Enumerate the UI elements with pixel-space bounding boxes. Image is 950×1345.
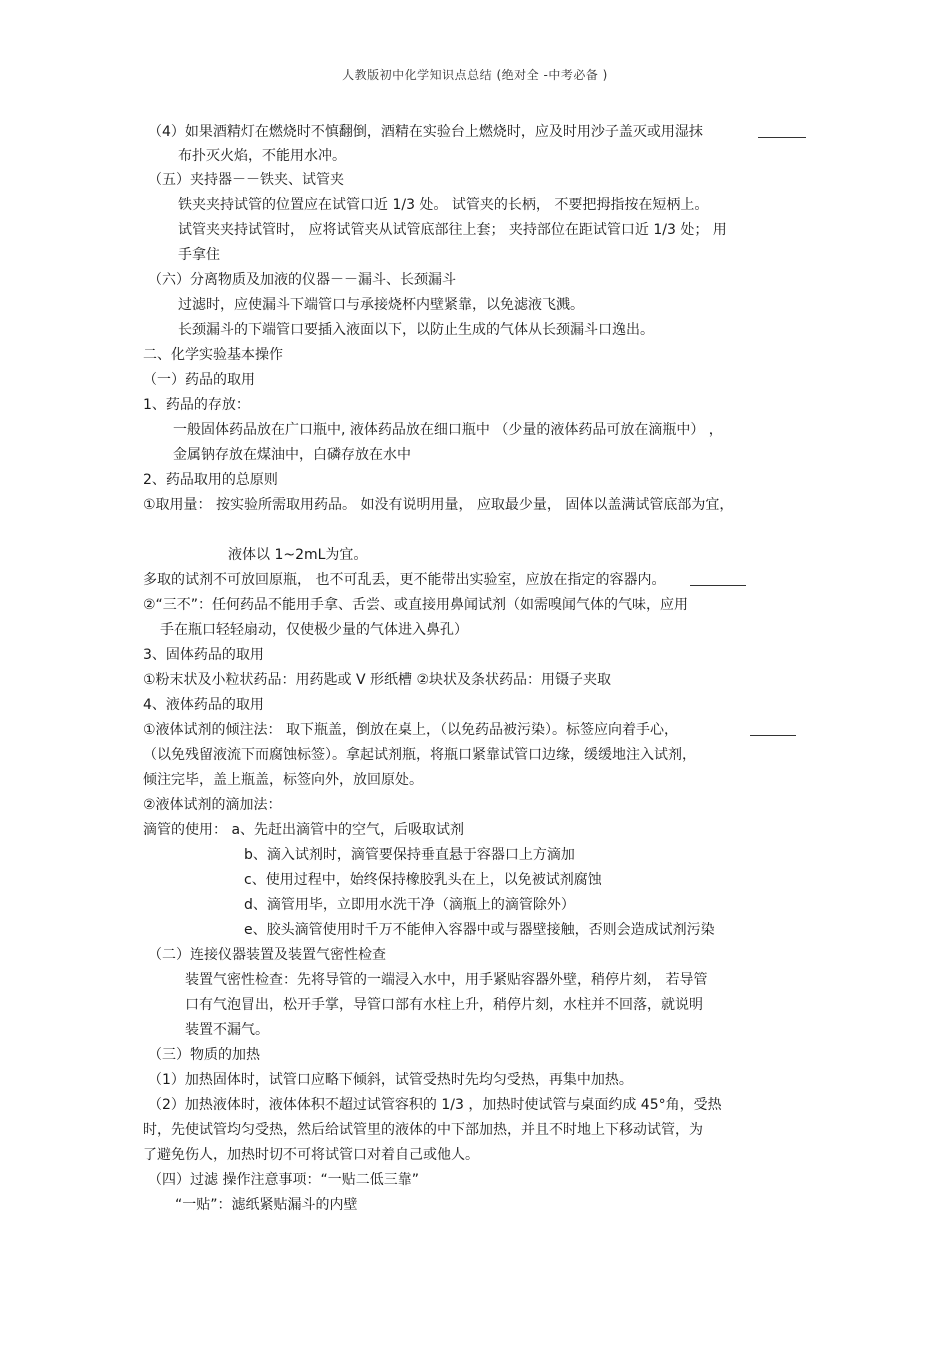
page-header: 人教版初中化学知识点总结 (绝对全 -中考必备 ): [342, 68, 608, 82]
section-heading: （四）过滤 操作注意事项：“一贴二低三靠”: [148, 1172, 419, 1188]
text-line: 试管夹夹持试管时， 应将试管夹从试管底部往上套； 夹持部位在距试管口近 1/3 处； 用: [178, 222, 727, 238]
text-line: 装置气密性检查：先将导管的一端浸入水中，用手紧贴容器外壁，稍停片刻， 若导管: [185, 972, 708, 988]
text-line: 滴管的使用： a、先赶出滴管中的空气，后吸取试剂: [143, 822, 465, 838]
section-heading: （五）夹持器－－铁夹、试管夹: [148, 172, 344, 188]
text-line: ①粉末状及小粒状药品：用药匙或 V 形纸槽 ②块状及条状药品：用镊子夹取: [143, 672, 612, 688]
text-line: ①取用量： 按实验所需取用药品。 如没有说明用量， 应取最少量， 固体以盖满试管底部为宜，: [143, 497, 734, 513]
text-line: ①液体试剂的倾注法： 取下瓶盖，倒放在桌上，（以免药品被污染）。标签应向着手心，: [143, 722, 678, 738]
text-line: 长颈漏斗的下端管口要插入液面以下，以防止生成的气体从长颈漏斗口逸出。: [178, 322, 654, 338]
subsection-heading: 4、液体药品的取用: [143, 697, 264, 713]
text-line: （以免残留液流下而腐蚀标签）。拿起试剂瓶，将瓶口紧靠试管口边缘，缓缓地注入试剂，: [143, 747, 696, 763]
text-line: 布扑灭火焰，不能用水冲。: [178, 148, 346, 164]
section-heading: 二、化学实验基本操作: [143, 347, 283, 363]
text-line: ②“三不”：任何药品不能用手拿、舌尝、或直接用鼻闻试剂（如需嗅闻气体的气味，应用: [143, 597, 689, 613]
text-line: 液体以 1~2mL为宜。: [228, 547, 368, 563]
section-heading: （一）药品的取用: [143, 372, 255, 388]
text-line: 手拿住: [178, 247, 220, 263]
text-line: （1）加热固体时，试管口应略下倾斜，试管受热时先均匀受热，再集中加热。: [148, 1072, 633, 1088]
text-line: （4）如果酒精灯在燃烧时不慎翻倒，酒精在实验台上燃烧时，应及时用沙子盖灭或用湿抹: [148, 124, 703, 140]
section-heading: （二）连接仪器装置及装置气密性检查: [148, 947, 386, 963]
text-line: 金属钠存放在煤油中，白磷存放在水中: [173, 447, 411, 463]
text-line: e、胶头滴管使用时千万不能伸入容器中或与器壁接触，否则会造成试剂污染: [244, 922, 715, 938]
blank-underline: [690, 571, 746, 586]
text-line: 多取的试剂不可放回原瓶， 也不可乱丢，更不能带出实验室，应放在指定的容器内。: [143, 572, 666, 588]
text-line: 时，先使试管均匀受热，然后给试管里的液体的中下部加热，并且不时地上下移动试管，为: [143, 1122, 703, 1138]
text-line: 铁夹夹持试管的位置应在试管口近 1/3 处。 试管夹的长柄， 不要把拇指按在短柄上。: [178, 197, 709, 213]
section-heading: （六）分离物质及加液的仪器－－漏斗、长颈漏斗: [148, 272, 456, 288]
text-line: c、使用过程中，始终保持橡胶乳头在上，以免被试剂腐蚀: [244, 872, 602, 888]
text-line: 装置不漏气。: [185, 1022, 269, 1038]
text-line: 过滤时，应使漏斗下端管口与承接烧杯内壁紧靠，以免滤液飞溅。: [178, 297, 584, 313]
text-line: 了避免伤人，加热时切不可将试管口对着自己或他人。: [143, 1147, 479, 1163]
text-line: 口有气泡冒出，松开手掌，导管口部有水柱上升，稍停片刻，水柱并不回落，就说明: [185, 997, 703, 1013]
section-heading: （三）物质的加热: [148, 1047, 260, 1063]
blank-underline: [758, 123, 806, 138]
text-line: “一贴”：滤纸紧贴漏斗的内壁: [175, 1197, 358, 1213]
blank-underline: [750, 721, 796, 736]
text-line: 手在瓶口轻轻扇动，仅使极少量的气体进入鼻孔）: [160, 622, 468, 638]
subsection-heading: 1、药品的存放：: [143, 397, 250, 413]
subsection-heading: 2、药品取用的总原则: [143, 472, 278, 488]
text-line: b、滴入试剂时，滴管要保持垂直悬于容器口上方滴加: [244, 847, 575, 863]
text-line: ②液体试剂的滴加法：: [143, 797, 282, 813]
subsection-heading: 3、固体药品的取用: [143, 647, 264, 663]
text-line: （2）加热液体时，液体体积不超过试管容积的 1/3 ，加热时使试管与桌面约成 45°角，受热: [148, 1097, 722, 1113]
text-line: 一般固体药品放在广口瓶中, 液体药品放在细口瓶中 （少量的液体药品可放在滴瓶中） ，: [173, 422, 723, 438]
text-line: 倾注完毕，盖上瓶盖，标签向外，放回原处。: [143, 772, 423, 788]
text-line: d、滴管用毕，立即用水洗干净（滴瓶上的滴管除外）: [244, 897, 575, 913]
